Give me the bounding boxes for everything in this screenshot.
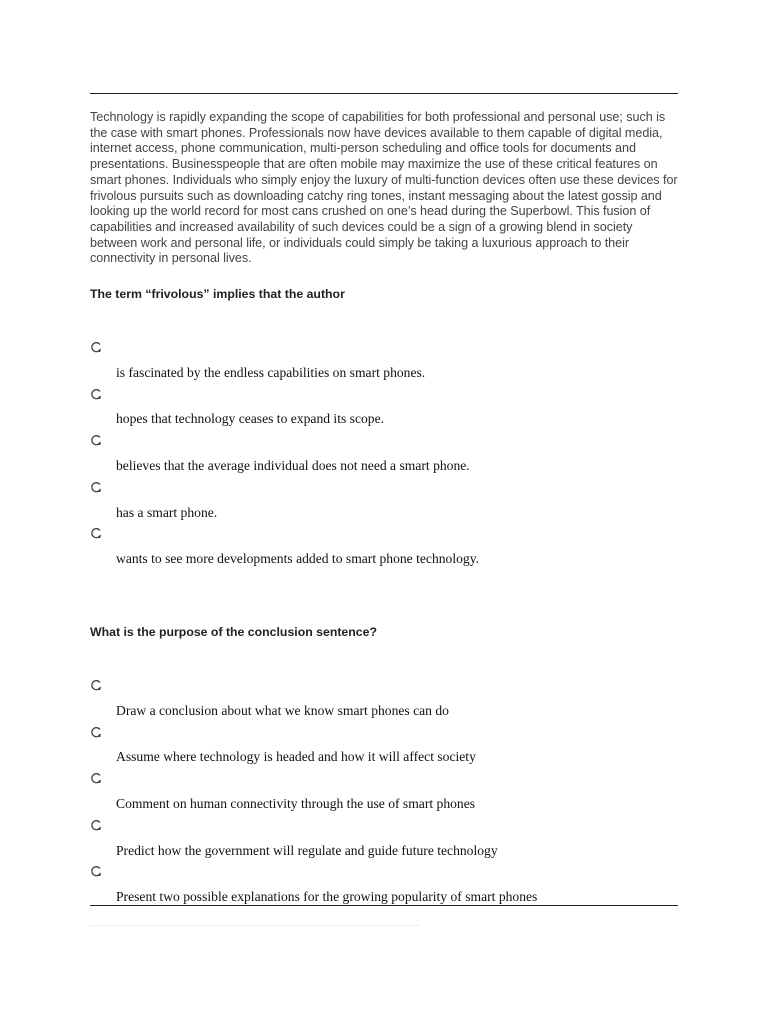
radio-icon — [90, 679, 102, 691]
q1-option-3-label: believes that the average individual does not need a smart phone. — [116, 458, 470, 473]
q2-option-2-label: Assume where technology is headed and how it will affect society — [116, 749, 476, 764]
q2-option-5-label: Present two possible explanations for the growing popularity of smart phones — [116, 889, 538, 904]
radio-icon — [90, 341, 102, 353]
radio-icon — [90, 434, 102, 446]
q1-option-1-label: is fascinated by the endless capabilities on smart phones. — [116, 365, 426, 380]
q2-option-1-radio[interactable] — [90, 679, 102, 691]
radio-icon — [90, 772, 102, 784]
question-2-prompt: What is the purpose of the conclusion sentence? — [90, 625, 377, 639]
faint-divider — [90, 925, 420, 926]
q1-option-4-radio[interactable] — [90, 481, 102, 493]
radio-icon — [90, 819, 102, 831]
q1-option-1-radio[interactable] — [90, 341, 102, 353]
reading-passage: Technology is rapidly expanding the scope of capabilities for both professional and personal use; such is the case with smart phones. Professionals now have devices available to them capable of digital media, internet access, phone communication, multi-person scheduling and office tools for documents and presentations. Businesspeople that are often mobile may maximize the use of these critical features on smart phones. Individuals who simply enjoy the luxury of multi-function devices often use these devices for frivolous pursuits such as downloading catchy ring tones, instant messaging about the latest gossip and looking up the world record for most cans crushed on one’s head during the Superbowl. This fusion of capabilities and increased availability of such devices could be a sign of a growing blend in society between work and personal life, or individuals could simply be taking a luxurious approach to their connectivity in personal lives. — [90, 110, 678, 266]
q1-option-4-label: has a smart phone. — [116, 505, 218, 520]
radio-icon — [90, 726, 102, 738]
q1-option-5-label: wants to see more developments added to smart phone technology. — [116, 551, 480, 566]
q2-option-3-label: Comment on human connectivity through the use of smart phones — [116, 796, 476, 811]
top-divider — [90, 93, 678, 94]
radio-icon — [90, 865, 102, 877]
q1-option-2-radio[interactable] — [90, 388, 102, 400]
bottom-divider — [90, 905, 678, 906]
q2-option-2-radio[interactable] — [90, 726, 102, 738]
q2-option-4-radio[interactable] — [90, 819, 102, 831]
q2-option-5-radio[interactable] — [90, 865, 102, 877]
q1-option-3-radio[interactable] — [90, 434, 102, 446]
q2-option-1-label: Draw a conclusion about what we know smart phones can do — [116, 703, 449, 718]
q1-option-2-label: hopes that technology ceases to expand its scope. — [116, 411, 385, 426]
radio-icon — [90, 388, 102, 400]
q2-option-3-radio[interactable] — [90, 772, 102, 784]
radio-icon — [90, 481, 102, 493]
q2-option-4-label: Predict how the government will regulate and guide future technology — [116, 843, 498, 858]
question-1-prompt: The term “frivolous” implies that the author — [90, 287, 345, 301]
radio-icon — [90, 527, 102, 539]
q1-option-5-radio[interactable] — [90, 527, 102, 539]
